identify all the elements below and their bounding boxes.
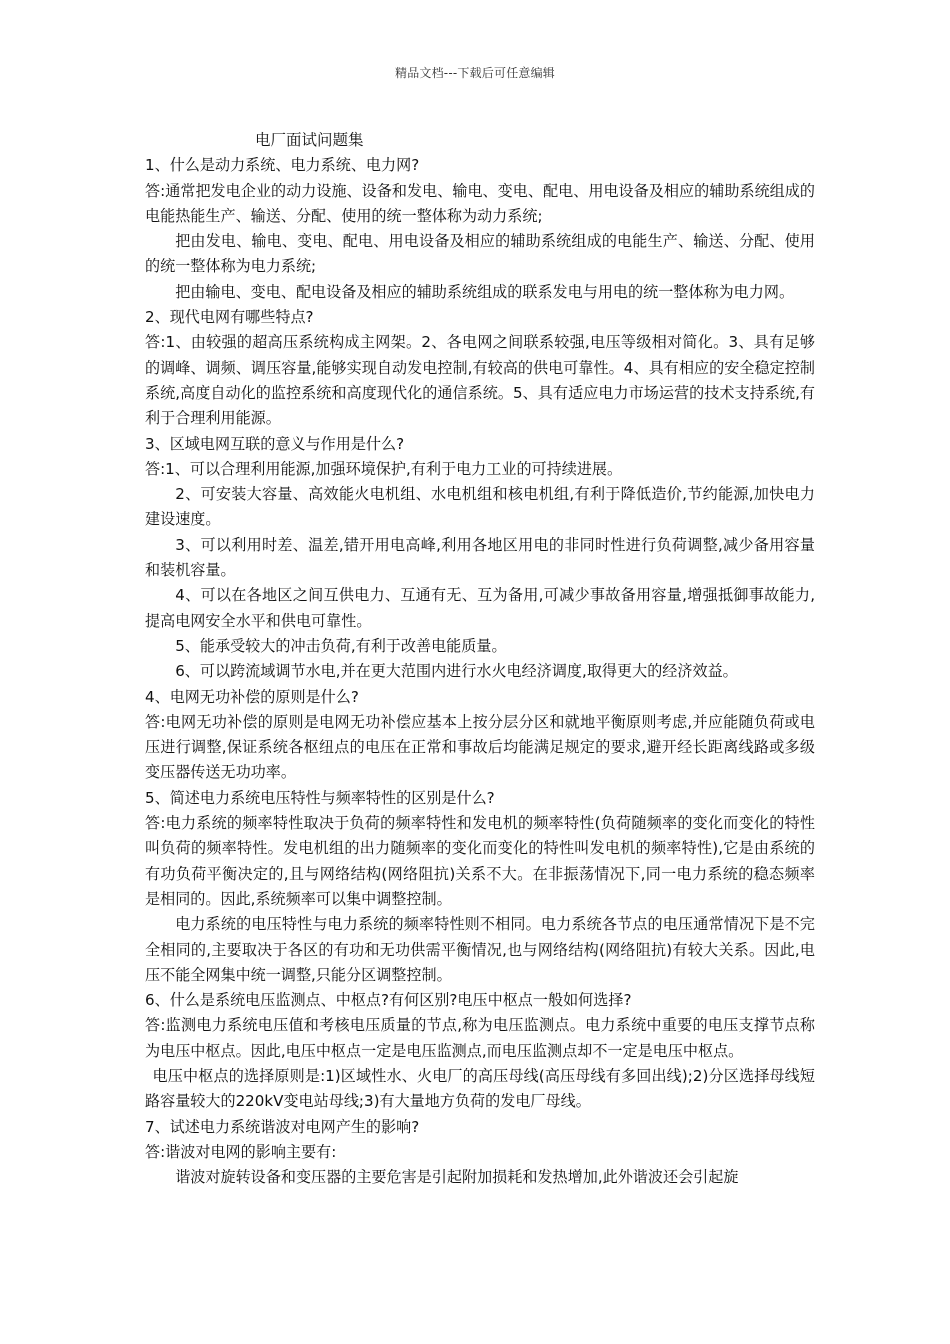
- paragraph: 5、能承受较大的冲击负荷,有利于改善电能质量。: [175, 636, 507, 655]
- paragraph: 答:通常把发电企业的动力设施、设备和发电、输电、变电、配电、用电设备及相应的辅助系统组成的电能热能生产、输送、分配、使用的统一整体称为动力系统;: [145, 181, 815, 225]
- paragraph: 答:电力系统的频率特性取决于负荷的频率特性和发电机的频率特性(负荷随频率的变化而变化的特性叫负荷的频率特性。发电机组的出力随频率的变化而变化的特性叫发电机的频率特性),它是由系统的有功负荷平衡决定的,且与网络结构(网络阻抗)关系不大。在非振荡情况下,同一电力系统的稳态频率是相同的。因此,系统频率可以集中调整控制。: [145, 814, 815, 908]
- document-body: [145, 128, 815, 1190]
- paragraph: 答:监测电力系统电压值和考核电压质量的节点,称为电压监测点。电力系统中重要的电压支撑节点称为电压中枢点。因此,电压中枢点一定是电压监测点,而电压监测点却不一定是电压中枢点。: [145, 1016, 815, 1060]
- paragraph: 4、可以在各地区之间互供电力、互通有无、互为备用,可减少事故备用容量,增强抵御事故能力,提高电网安全水平和供电可靠性。: [145, 586, 815, 630]
- paragraph: 3、区域电网互联的意义与作用是什么?: [145, 434, 405, 453]
- paragraph: 答:1、可以合理利用能源,加强环境保护,有利于电力工业的可持续进展。: [145, 459, 623, 478]
- document-title: 电厂面试问题集: [255, 131, 364, 149]
- paragraph: 把由输电、变电、配电设备及相应的辅助系统组成的联系发电与用电的统一整体称为电力网。: [175, 282, 795, 301]
- paragraph: 答:1、由较强的超高压系统构成主网架。2、各电网之间联系较强,电压等级相对简化。3、具有足够的调峰、调频、调压容量,能够实现自动发电控制,有较高的供电可靠性。4、具有相应的安全稳定控制系统,高度自动化的监控系统和高度现代化的通信系统。5、具有适应电力市场运营的技术支持系统,有利于合理利用能源。: [145, 333, 815, 428]
- paragraph: 电压中枢点的选择原则是:1)区域性水、火电厂的高压母线(高压母线有多回出线);2)分区选择母线短路容量较大的220kV变电站母线;3)有大量地方负荷的发电厂母线。: [145, 1066, 815, 1111]
- paragraph: 把由发电、输电、变电、配电、用电设备及相应的辅助系统组成的电能生产、输送、分配、使用的统一整体称为电力系统;: [145, 232, 815, 276]
- paragraph: 1、什么是动力系统、电力系统、电力网?: [145, 156, 420, 175]
- paragraph: 2、可安装大容量、高效能火电机组、水电机组和核电机组,有利于降低造价,节约能源,加快电力建设速度。: [145, 485, 815, 529]
- paragraph: 7、试述电力系统谐波对电网产生的影响?: [145, 1117, 420, 1136]
- paragraph: 3、可以利用时差、温差,错开用电高峰,利用各地区用电的非同时性进行负荷调整,减少备用容量和装机容量。: [145, 535, 815, 580]
- paragraph: 答:电网无功补偿的原则是电网无功补偿应基本上按分层分区和就地平衡原则考虑,并应能随负荷或电压进行调整,保证系统各枢纽点的电压在正常和事故后均能满足规定的要求,避开经长距离线路或多级变压器传送无功功率。: [145, 712, 815, 782]
- paragraph: 6、可以跨流域调节水电,并在更大范围内进行水火电经济调度,取得更大的经济效益。: [175, 662, 738, 681]
- paragraph-list: [145, 153, 815, 1190]
- paragraph: 谐波对旋转设备和变压器的主要危害是引起附加损耗和发热增加,此外谐波还会引起旋: [175, 1168, 739, 1187]
- paragraph: 电力系统的电压特性与电力系统的频率特性则不相同。电力系统各节点的电压通常情况下是不完全相同的,主要取决于各区的有功和无功供需平衡情况,也与网络结构(网络阻抗)有较大关系。因此,电压不能全网集中统一调整,只能分区调整控制。: [145, 915, 815, 984]
- paragraph: 4、电网无功补偿的原则是什么?: [145, 687, 359, 706]
- paragraph: 5、简述电力系统电压特性与频率特性的区别是什么?: [145, 788, 495, 807]
- paragraph: 答:谐波对电网的影响主要有:: [145, 1142, 337, 1161]
- paragraph: 2、现代电网有哪些特点?: [145, 308, 314, 327]
- page-header: 精品文档---下载后可任意编辑: [395, 66, 555, 80]
- paragraph: 6、什么是系统电压监测点、中枢点?有何区别?电压中枢点一般如何选择?: [145, 991, 632, 1010]
